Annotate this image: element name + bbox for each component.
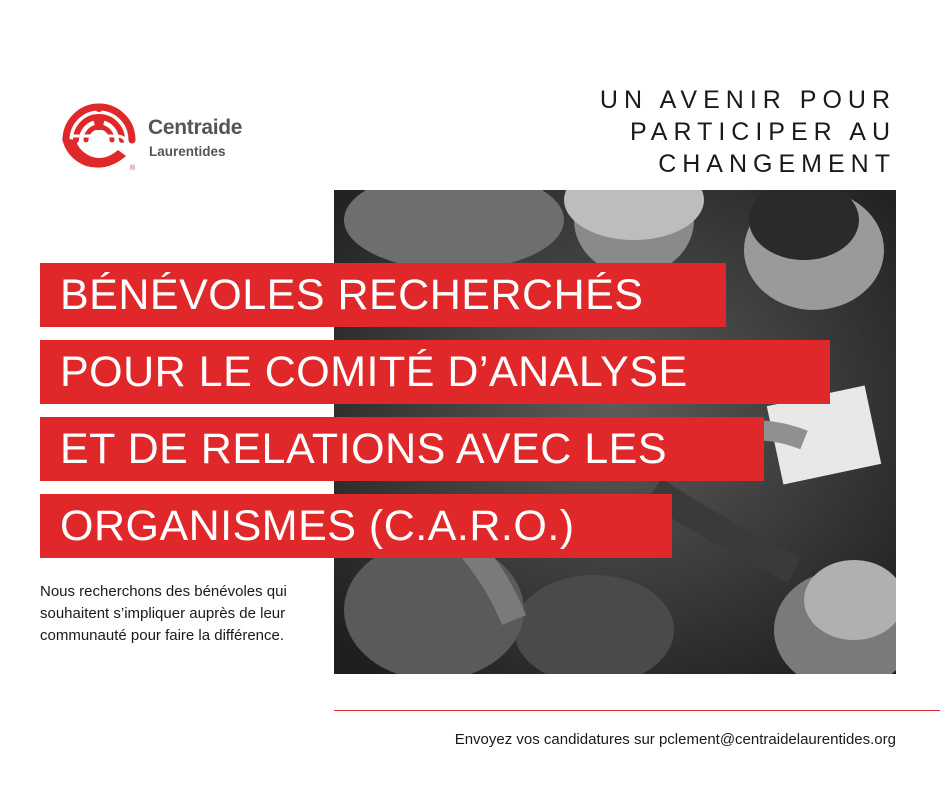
tagline <box>600 84 896 180</box>
brand-name: Centraide <box>148 116 243 139</box>
svg-text:®: ® <box>130 165 136 172</box>
headline-line-2: POUR LE COMITÉ D’ANALYSE <box>40 340 830 404</box>
intro-text: Nous recherchons des bénévoles qui souhaitent s’impliquer auprès de leur communauté pour faire la différence. <box>40 583 287 644</box>
headline-line-4: ORGANISMES (C.A.R.O.) <box>40 494 672 558</box>
headline-line-3: ET DE RELATIONS AVEC LES <box>40 417 764 481</box>
headline-line-1: BÉNÉVOLES RECHERCHÉS <box>40 263 726 327</box>
tagline-line: UN AVENIR POUR <box>599 86 896 114</box>
centraide-hand-icon <box>56 86 142 172</box>
tagline-line: CHANGEMENT <box>658 150 896 178</box>
centraide-logo <box>56 86 276 172</box>
divider <box>334 710 940 711</box>
brand-region: Laurentides <box>149 144 226 159</box>
contact-footer: Envoyez vos candidatures sur pclement@centraidelaurentides.org <box>454 731 896 748</box>
tagline-line: PARTICIPER AU <box>629 118 896 146</box>
